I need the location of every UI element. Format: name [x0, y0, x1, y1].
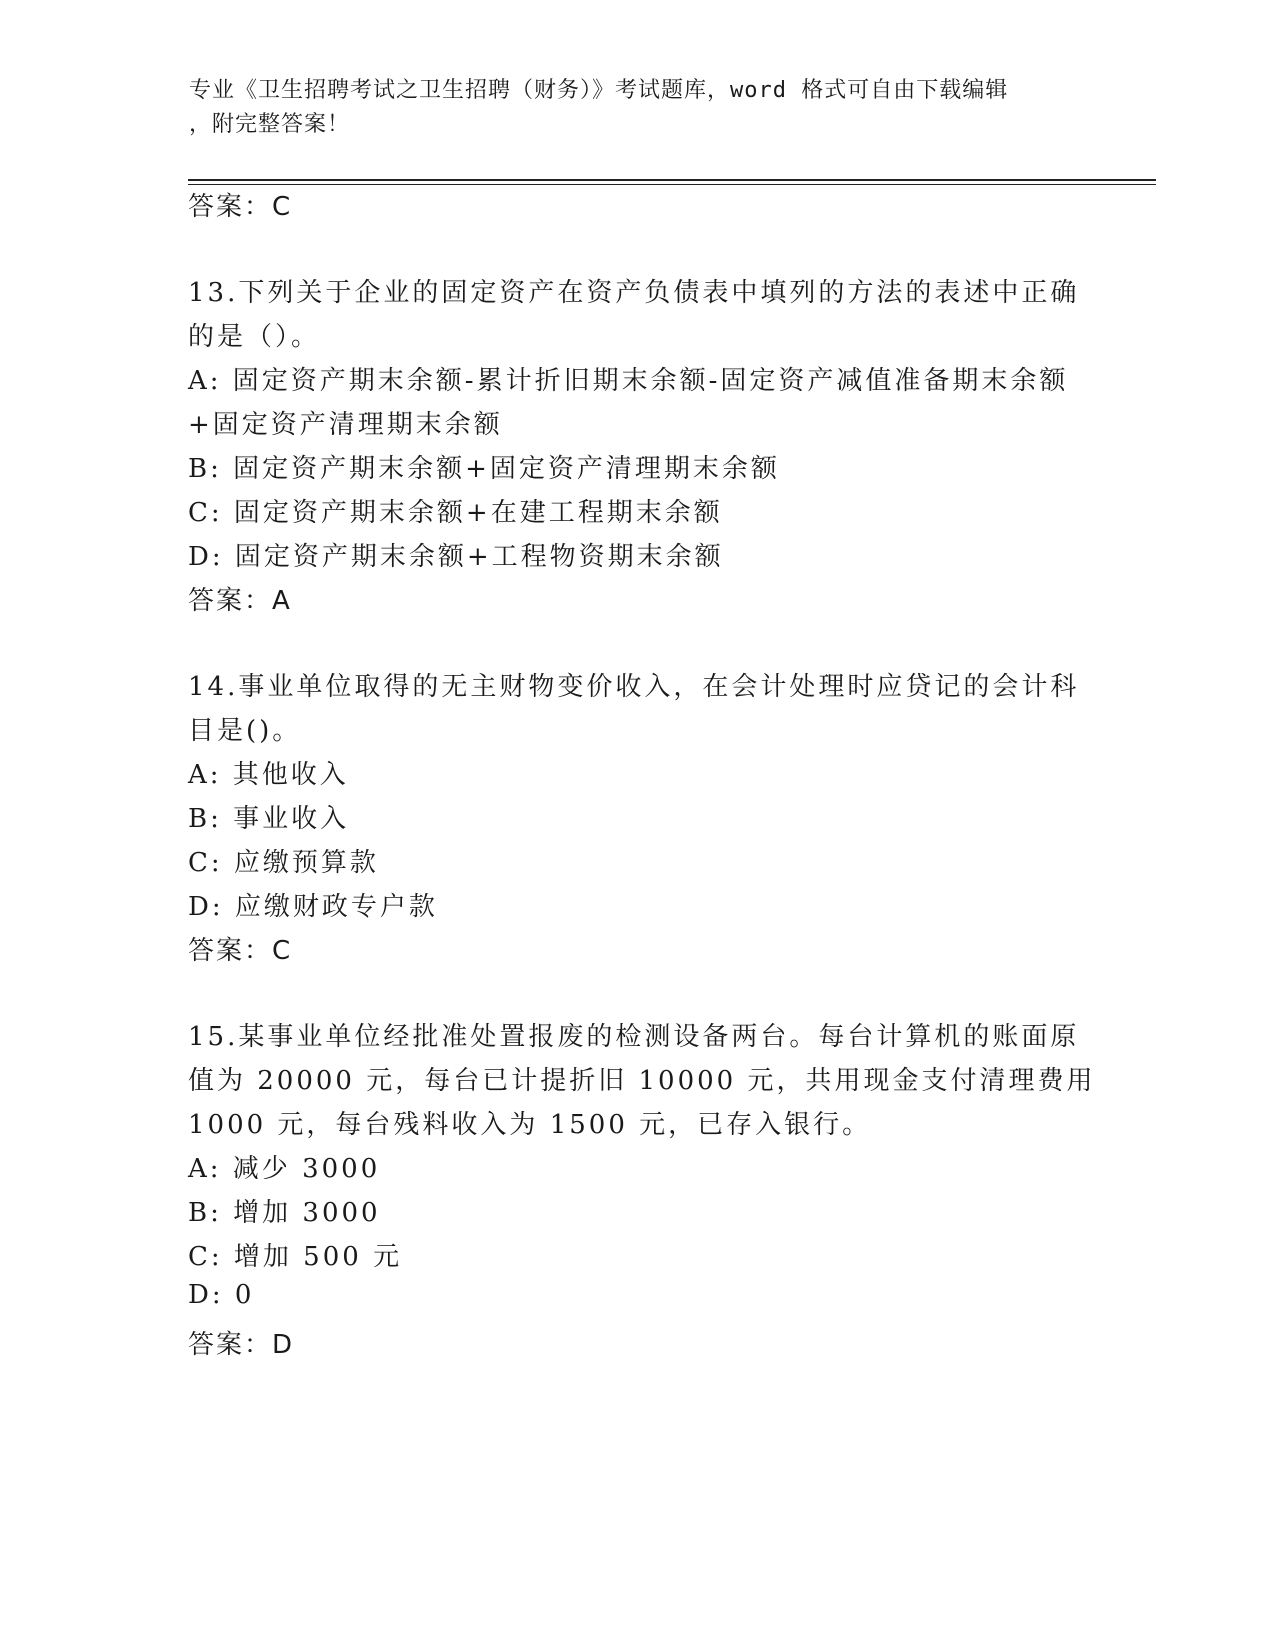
q15-answer: 答案：D	[188, 1330, 295, 1360]
q13-option-a-cont: +固定资产清理期末余额	[188, 410, 503, 440]
header-divider-thin	[188, 184, 1156, 185]
previous-answer: 答案：C	[188, 192, 293, 222]
q15-option-b: B: 增加 3000	[188, 1198, 381, 1228]
header-divider-thick	[188, 179, 1156, 181]
q13-answer: 答案：A	[188, 586, 292, 616]
q14-option-c: C: 应缴预算款	[188, 848, 379, 878]
q13-option-d: D: 固定资产期末余额+工程物资期末余额	[188, 542, 724, 572]
q15-stem-line-2: 值为 20000 元，每台已计提折旧 10000 元，共用现金支付清理费用	[188, 1066, 1096, 1096]
q15-option-a: A: 减少 3000	[188, 1154, 381, 1184]
q15-stem-line-1: 15.某事业单位经批准处置报废的检测设备两台。每台计算机的账面原	[188, 1022, 1080, 1052]
q13-option-c: C: 固定资产期末余额+在建工程期末余额	[188, 498, 723, 528]
q13-option-b: B: 固定资产期末余额+固定资产清理期末余额	[188, 454, 780, 484]
q13-option-a: A: 固定资产期末余额-累计折旧期末余额-固定资产减值准备期末余额	[188, 366, 1069, 396]
q14-answer: 答案：C	[188, 936, 293, 966]
q13-stem-line-2: 的是（）。	[188, 322, 321, 352]
q15-option-d: D: 0	[188, 1280, 255, 1310]
q14-option-d: D: 应缴财政专户款	[188, 892, 438, 922]
q14-stem-line-2: 目是()。	[188, 716, 302, 746]
document-header: 专业《卫生招聘考试之卫生招聘（财务）》考试题库，word 格式可自由下载编辑 ，附完整答案！	[189, 78, 1009, 137]
q14-option-a: A: 其他收入	[188, 760, 349, 790]
q15-option-c: C: 增加 500 元	[188, 1242, 403, 1272]
q15-stem-line-3: 1000 元，每台残料收入为 1500 元，已存入银行。	[188, 1110, 872, 1140]
q14-option-b: B: 事业收入	[188, 804, 350, 834]
q13-stem-line-1: 13.下列关于企业的固定资产在资产负债表中填列的方法的表述中正确	[188, 278, 1080, 308]
q14-stem-line-1: 14.事业单位取得的无主财物变价收入，在会计处理时应贷记的会计科	[188, 672, 1080, 702]
